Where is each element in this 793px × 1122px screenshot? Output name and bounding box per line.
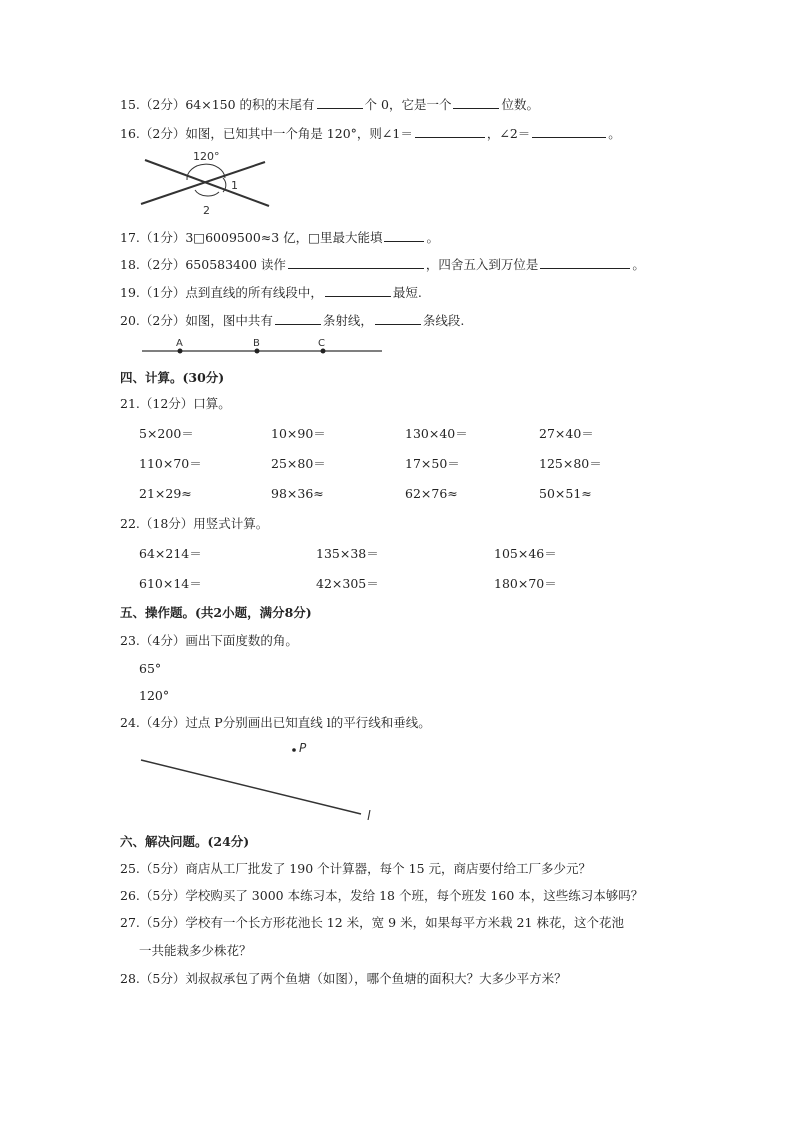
question-15	[120, 96, 539, 113]
question-26: 26.（5分）学校购买了 3000 本练习本，发给 18 个班，每个班发 160 本，这些练习本够吗？	[120, 888, 644, 903]
q16-text-pre: 16.（2分）如图，已知其中一个角是 120°，则∠1＝	[120, 126, 413, 141]
q21-r2-c1: 110×70＝	[139, 456, 202, 471]
q23-angle-120: 120°	[139, 688, 170, 703]
point-a-label: A	[176, 338, 183, 349]
q21-title: 21.（12分）口算。	[120, 396, 231, 411]
q22-r1-c2: 135×38＝	[316, 546, 379, 561]
q21-r3-c1: 21×29≈	[139, 486, 192, 501]
q21-r3-c4: 50×51≈	[539, 486, 592, 501]
q21-r1-c3: 130×40＝	[405, 426, 468, 441]
q16-text-post: 。	[608, 126, 621, 141]
q22-r1-c3: 105×46＝	[494, 546, 557, 561]
q21-r1-c1: 5×200＝	[139, 426, 194, 441]
fig-label-1: 1	[231, 179, 238, 192]
q16-text-mid: ，∠2＝	[486, 126, 531, 141]
q15-blank-2[interactable]	[453, 96, 499, 109]
point-p-label: P	[299, 741, 307, 755]
question-27-line-1: 27.（5分）学校有一个长方形花池长 12 米，宽 9 米，如果每平方米栽 21 株花，这个花池	[120, 915, 624, 930]
fig-angle-label: 120°	[193, 150, 220, 163]
point-p	[292, 748, 296, 752]
point-a	[178, 349, 183, 354]
q18-text-pre: 18.（2分）650583400 读作	[120, 257, 286, 272]
q20-blank-1[interactable]	[275, 312, 321, 325]
point-c	[321, 349, 326, 354]
q22-title: 22.（18分）用竖式计算。	[120, 516, 269, 531]
point-b	[255, 349, 260, 354]
q19-text-post: 最短.	[392, 285, 422, 300]
q17-text-pre: 17.（1分）3□6009500≈3 亿，□里最大能填	[120, 230, 383, 245]
question-17	[120, 229, 439, 246]
q17-blank[interactable]	[384, 229, 424, 242]
q21-r3-c3: 62×76≈	[405, 486, 458, 501]
q15-blank-1[interactable]	[317, 96, 363, 109]
q17-text-post: 。	[426, 230, 439, 245]
line-and-point-figure	[135, 736, 385, 824]
points-on-line-figure	[140, 334, 390, 358]
section-6-title: 六、解决问题。(24分)	[120, 834, 250, 849]
question-25: 25.（5分）商店从工厂批发了 190 个计算器，每个 15 元，商店要付给工厂多少元？	[120, 861, 591, 876]
q21-r1-c2: 10×90＝	[271, 426, 326, 441]
q20-text-post: 条线段.	[422, 313, 465, 328]
q21-r3-c2: 98×36≈	[271, 486, 324, 501]
q21-r2-c2: 25×80＝	[271, 456, 326, 471]
q22-r1-c1: 64×214＝	[139, 546, 202, 561]
question-27-line-2: 一共能栽多少株花？	[139, 943, 252, 958]
line-l	[141, 760, 361, 814]
q19-blank[interactable]	[325, 284, 391, 297]
intersecting-lines-figure	[135, 148, 275, 218]
q24-title: 24.（4分）过点 P分别画出已知直线 l的平行线和垂线。	[120, 715, 431, 730]
question-18	[120, 256, 645, 273]
point-c-label: C	[318, 338, 325, 349]
fig-label-2: 2	[203, 204, 210, 217]
q21-r2-c4: 125×80＝	[539, 456, 602, 471]
q22-r2-c1: 610×14＝	[139, 576, 202, 591]
q18-text-post: 。	[632, 257, 645, 272]
point-b-label: B	[253, 338, 260, 349]
q20-blank-2[interactable]	[375, 312, 421, 325]
q23-angle-65: 65°	[139, 661, 162, 676]
question-19	[120, 284, 422, 301]
line-l-label: l	[367, 809, 371, 824]
q18-text-mid: ，四舍五入到万位是	[425, 257, 539, 272]
q15-text-mid: 个 0，它是一个	[364, 97, 452, 112]
q20-text-mid: 条射线，	[322, 313, 373, 328]
q21-r2-c3: 17×50＝	[405, 456, 460, 471]
q20-text-pre: 20.（2分）如图，图中共有	[120, 313, 273, 328]
q22-r2-c3: 180×70＝	[494, 576, 557, 591]
q19-text-pre: 19.（1分）点到直线的所有线段中，	[120, 285, 323, 300]
question-28: 28.（5分）刘叔叔承包了两个鱼塘（如图），哪个鱼塘的面积大？大多少平方米？	[120, 971, 567, 986]
q22-r2-c2: 42×305＝	[316, 576, 379, 591]
q18-blank-1[interactable]	[288, 256, 424, 269]
q16-blank-1[interactable]	[415, 125, 485, 138]
q16-blank-2[interactable]	[532, 125, 606, 138]
q23-title: 23.（4分）画出下面度数的角。	[120, 633, 298, 648]
q18-blank-2[interactable]	[540, 256, 630, 269]
section-5-title: 五、操作题。(共2小题，满分8分)	[120, 605, 312, 620]
question-20	[120, 312, 464, 329]
q21-r1-c4: 27×40＝	[539, 426, 594, 441]
question-16	[120, 125, 621, 142]
section-4-title: 四、计算。(30分)	[120, 370, 225, 385]
angle-2-arc	[195, 190, 219, 196]
q15-text-pre: 15.（2分）64×150 的积的末尾有	[120, 97, 315, 112]
q15-text-post: 位数。	[501, 97, 539, 112]
